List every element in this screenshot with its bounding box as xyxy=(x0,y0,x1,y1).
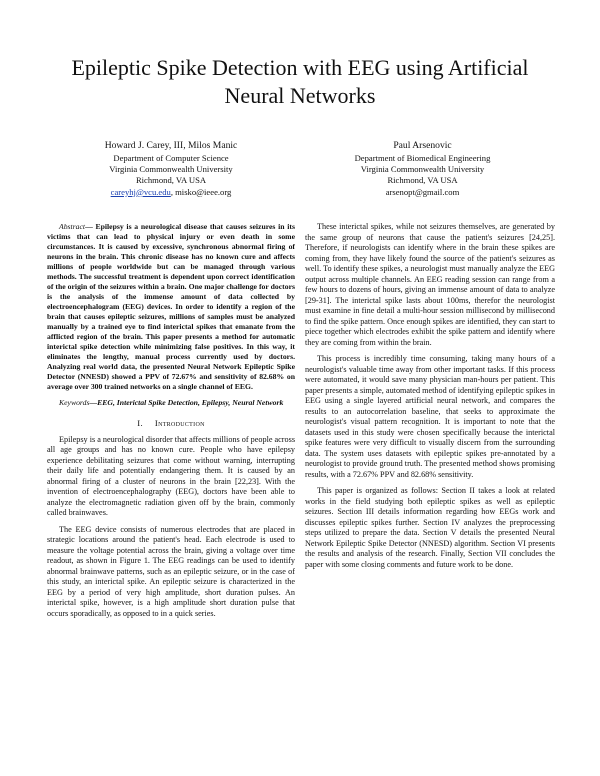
author-university: Virginia Commonwealth University xyxy=(109,164,233,175)
author-block-1 xyxy=(50,140,292,198)
section-title-first-letter: I xyxy=(154,418,159,428)
keywords xyxy=(47,398,295,408)
body-paragraph: The EEG device consists of numerous electrodes that are placed in strategic locations around the patient's head. Each electrode is used to measure the voltage potential across the brain, giving a voltage over time readout, as shown in Figure 1. The EEG readings can be used to identify abnormal brainwave patterns, such as an epileptic seizure, or in the case of this study, an interictal spike. An epileptic seizure is characterized in the EEG by a period of very high amplitude, short duration pulses. An interictal spike, however, is a high amplitude short duration pulse that occurs sporadically, as opposed to in a quick series. xyxy=(47,524,295,618)
author-department: Department of Biomedical Engineering xyxy=(354,153,491,163)
author-email-line xyxy=(50,187,292,198)
abstract-text: — Epilepsy is a neurological disease that causes seizures in its victims that can lead to physical injury or even death in some circumstances. It is caused by excessive, synchronous abnormal firing of neurons in the brain. This chronic disease has no known cure and affects millions of people worldwide but can be managed through various methods. The successful treatment is dependent upon correct identification of the origin of the seizures within a brain. One major challenge for doctors is the analysis of the immense amount of data collected by electroencephalogram (EEG) devices. In order to identify a region of the brain that causes epileptic seizures, millions of samples must be analyzed manually by a trained eye to find interictal spikes that emanate from the afflicted region of the brain. This paper presents a method for automatic interictal spike detection while minimizing false positives. In this way, it eliminates the lengthy, manual process currently used by doctors. Analyzing real world data, the presented Neural Network Epileptic Spike Detector (NNESD) showed a PPV of 72.67% and sensitivity of 82.68% on average over 300 trained networks on a single channel of EEG. xyxy=(47,222,295,391)
section-number: I. xyxy=(137,418,143,428)
keywords-text: —EEG, Interictal Spike Detection, Epilepsy, Neural Network xyxy=(89,398,284,407)
left-column xyxy=(47,222,295,625)
author-names: Howard J. Carey, III, Milos Manic xyxy=(104,140,238,151)
body-paragraph: This paper is organized as follows: Section II takes a look at related works in the field studying both epileptic spikes as well as epileptic seizures. Section III details information regarding how EEGs work and discusses epileptic spikes further. Section IV analyzes the preprocessing steps utilized to prepare the data. Section V details the presented Neural Network Epileptic Spike Detector (NNESD) algorithm. Section VI presents the results and analysis of the research. Finally, Section VII concludes the paper with some closing comments and future work to be done. xyxy=(305,486,555,569)
author-department: Department of Computer Science xyxy=(113,153,229,163)
abstract xyxy=(47,222,295,392)
author-email: arsenopt@gmail.com xyxy=(385,186,460,197)
author-block-2 xyxy=(305,140,540,198)
section-heading-introduction xyxy=(47,418,295,429)
paper-title: Epileptic Spike Detection with EEG using Artificial Neural Networks xyxy=(71,55,529,108)
body-paragraph: This process is incredibly time consuming, taking many hours of a neurologist's valuable time away from other important tasks. If this process were automated, it would save many physician man-hours per patient. This paper presents a simple, automated method of identifying epileptic spikes in EEG using a single layered artificial neural network, and compares the results to an autocorrelation baseline, that seeks to approximate the neurologist's visual pattern recognition. It is important to note that the datasets used in this study were chosen specifically because the interictal spike features were very difficult to visually discern from the surrounding data. The system uses datasets with epileptic spikes pre-annotated by a neurologist to provide ground truth. The presented method shows promising results, with a 72.67% PPV and 82.68% sensitivity. xyxy=(305,354,555,479)
author-university: Virginia Commonwealth University xyxy=(360,164,485,175)
author-email-link[interactable]: careyhj@vcu.edu xyxy=(110,186,171,197)
author-email-rest: , misko@ieee.org xyxy=(170,186,232,197)
author-names: Paul Arsenovic xyxy=(393,140,452,151)
body-paragraph: Epilepsy is a neurological disorder that affects millions of people across all age groups and has no known cure. People who have epilepsy experience debilitating seizures that come without warning, interrupting their daily life and potentially endangering them. It is caused by an abnormal firing of a cluster of neurons in the brain [22,23]. With the invention of electroencephalography (EEG), doctors have been able to analyze the electromagnetic radiation given off by the brain, commonly called brainwaves. xyxy=(47,434,295,517)
author-city: Richmond, VA USA xyxy=(135,175,207,186)
right-column xyxy=(305,222,555,576)
body-paragraph: These interictal spikes, while not seizures themselves, are generated by the same group of neurons that cause the patient's seizures [24,25]. Therefore, if neurologists can identify where in the brain these spikes are coming from, they have likely found the source of the patient's seizures as well. To identify these spikes, a neurologist must manually analyze the EEG output across multiple channels. An EEG reading session can range from a few hours to dozens of hours, giving an immense amount of data to analyze [29-31]. The interictal spike lasts about 100ms, therefor the neurologist must examine in fine detail a multi-hour session millisecond by millisecond to find the spike pattern. Once enough spikes are identified, they can start to piece together which electrodes exhibit the spike pattern and identify where they are coming from within the brain. xyxy=(305,222,555,347)
keywords-label: Keywords xyxy=(59,398,90,407)
abstract-label: Abstract xyxy=(59,222,86,231)
section-title-rest: ntroduction xyxy=(158,418,205,428)
author-city: Richmond, VA USA xyxy=(387,175,458,186)
